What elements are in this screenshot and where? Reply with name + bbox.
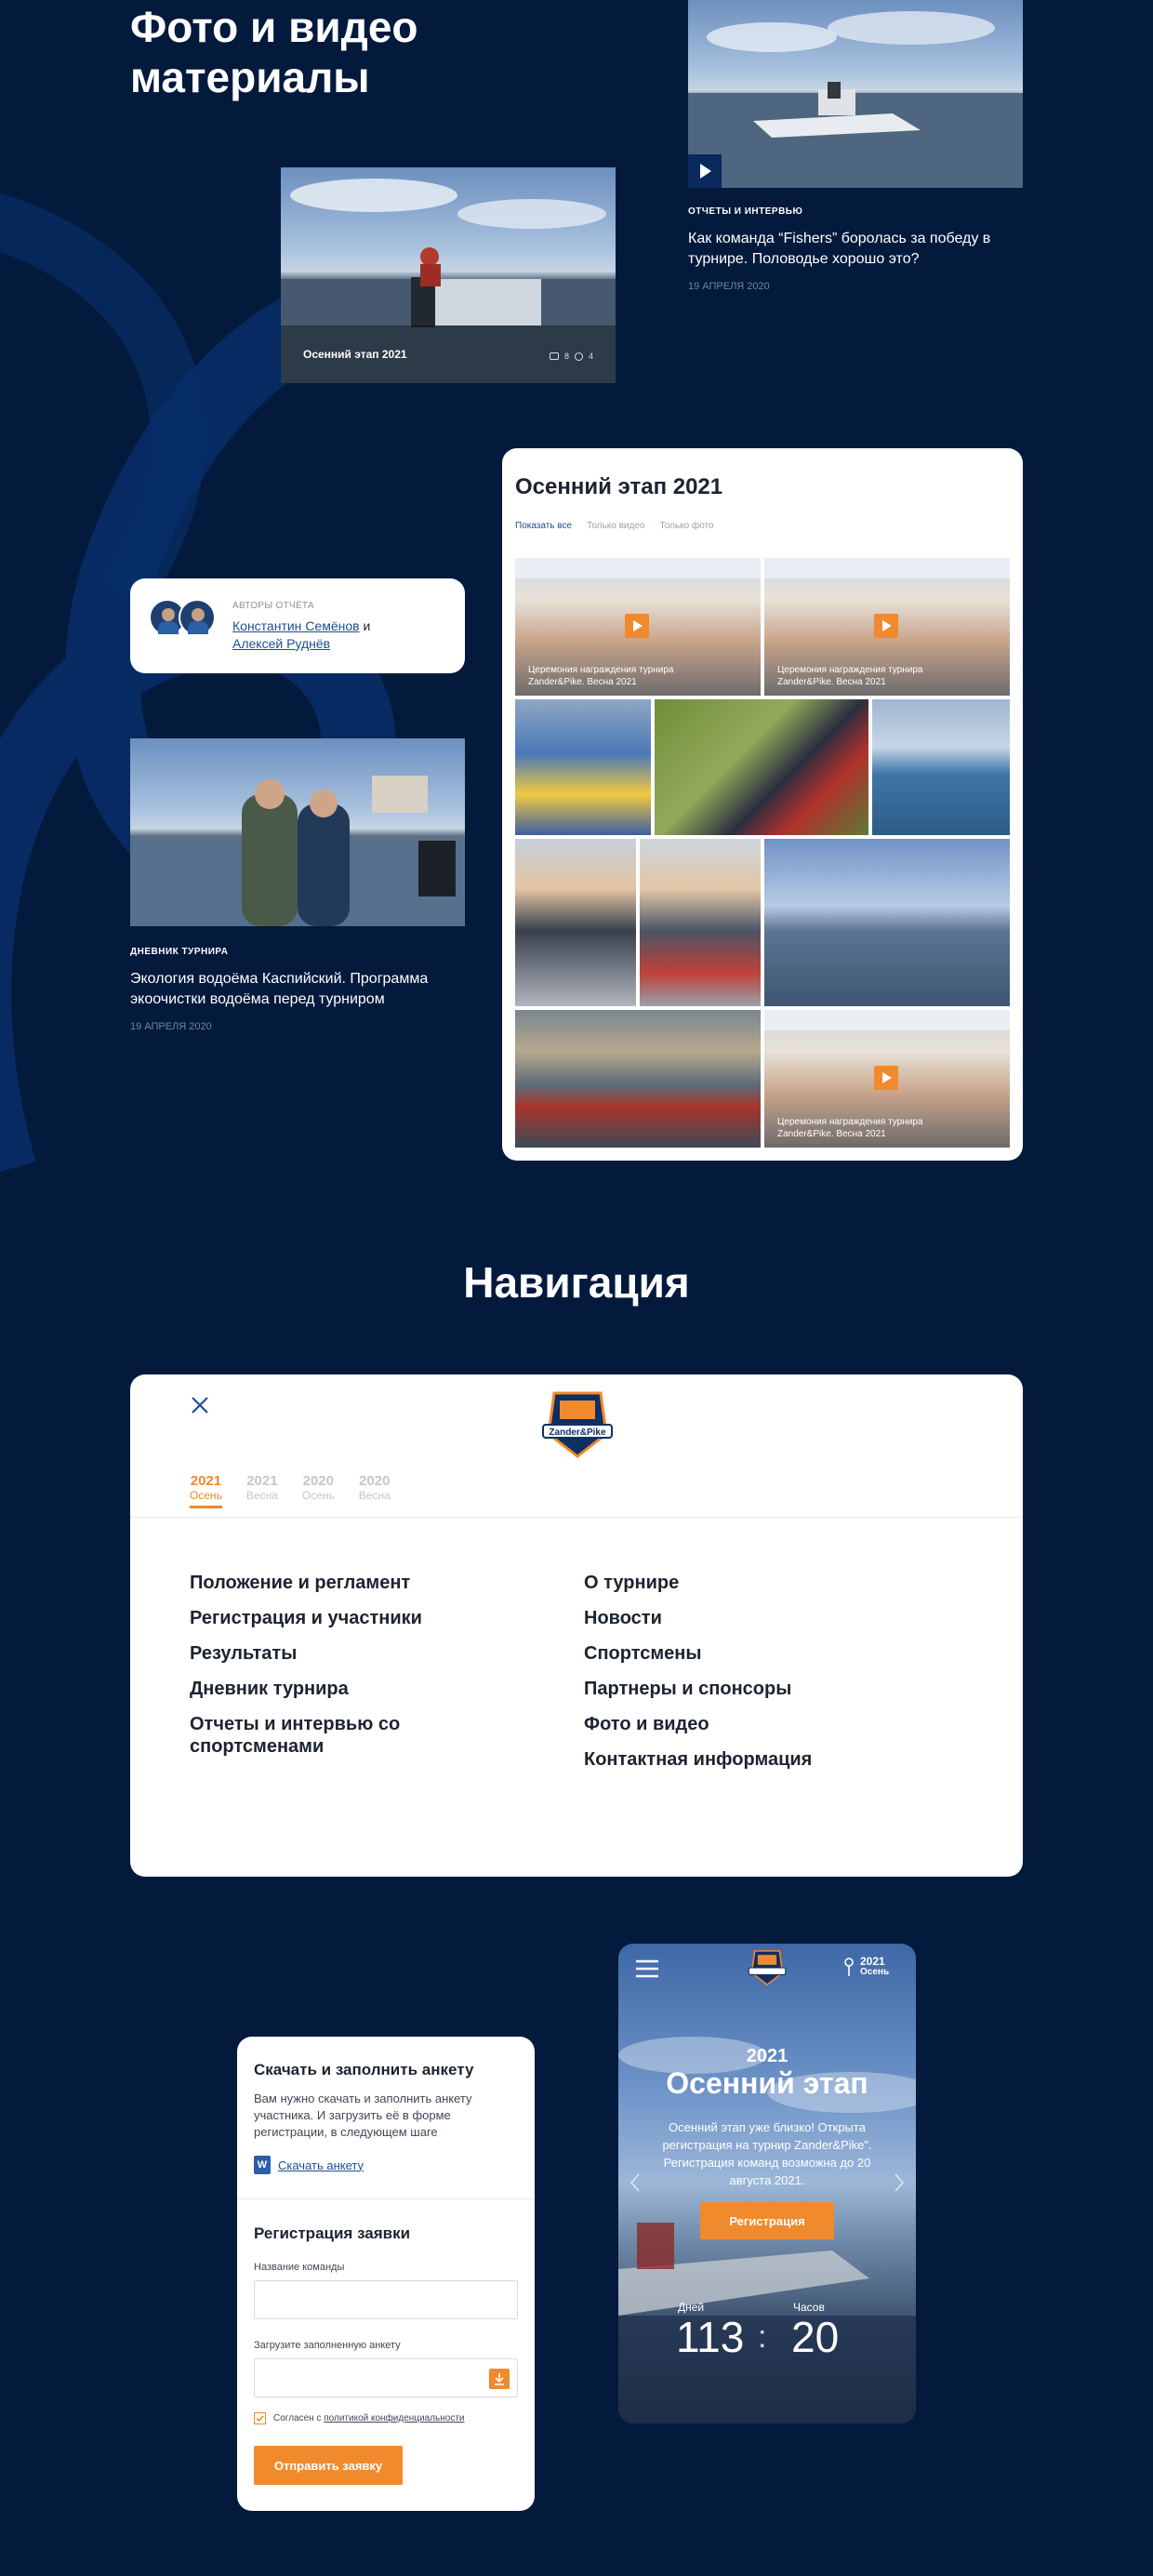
gallery-photo-item[interactable] (515, 839, 636, 1006)
menu-icon[interactable] (635, 1959, 659, 1979)
gallery-photo-item[interactable] (872, 699, 1010, 835)
countdown-separator: : (758, 2319, 767, 2355)
camera-icon (550, 352, 559, 360)
gallery-photo-item[interactable] (655, 699, 868, 835)
nav-link-athletes[interactable]: Спортсмены (584, 1643, 702, 1664)
hero-description: Осенний этап уже близко! Открыта регистрация на турнир Zander&Pike". Регистрация команд возможна до 20 августа 2021. (662, 2120, 872, 2187)
nav-link-diary[interactable]: Дневник турнира (190, 1679, 349, 1699)
season-tab-2020-autumn[interactable]: 2020 Осень (301, 1473, 335, 1502)
feature-album-counts (550, 352, 593, 361)
video-caption: Церемония награждения турнира Zander&Pike. Весна 2021 (528, 665, 674, 687)
authors-and: и (363, 618, 371, 633)
hours-value: 20 (791, 2313, 840, 2361)
season-switcher[interactable] (843, 1957, 889, 1977)
download-title: Скачать и заполнить анкету (254, 2061, 474, 2078)
hours-label: Часов (793, 2301, 825, 2314)
video-icon (575, 352, 583, 361)
gallery-video-item[interactable] (515, 558, 761, 696)
badge-year: 2021 (860, 1955, 885, 1968)
days-value: 113 (676, 2313, 745, 2361)
play-icon (700, 164, 711, 179)
privacy-policy-link[interactable]: политикой конфиденциальности (324, 2413, 465, 2423)
authors-label: АВТОРЫ ОТЧЁТА (232, 601, 314, 611)
filter-photo[interactable]: Только фото (659, 521, 714, 531)
video-play-button[interactable] (688, 154, 722, 188)
navigation-menu-card (130, 1374, 1023, 1877)
season-tabs (190, 1473, 391, 1508)
mobile-hero (618, 1944, 916, 2423)
nav-link-results[interactable]: Результаты (190, 1643, 298, 1664)
anglers-illustration (130, 738, 465, 926)
gallery-filters (515, 521, 714, 531)
photo-count: 8 (563, 352, 569, 361)
nav-link-registration[interactable]: Регистрация и участники (190, 1608, 422, 1628)
play-icon (874, 1066, 898, 1090)
news-top-date: 19 АПРЕЛЯ 2020 (688, 281, 770, 292)
download-text: Вам нужно скачать и заполнить анкету участника. И загрузить её в форме регистрации, в следующем шаге (254, 2091, 472, 2139)
registration-title: Регистрация заявки (254, 2224, 411, 2242)
filter-video[interactable]: Только видео (587, 521, 645, 531)
author-link[interactable]: Константин Семёнов (232, 618, 360, 633)
check-icon (255, 2413, 265, 2423)
nav-link-contacts[interactable]: Контактная информация (584, 1749, 813, 1770)
gallery-photo-item[interactable] (764, 839, 1010, 1006)
video-caption: Церемония награждения турнира Zander&Pike. Весна 2021 (777, 1117, 923, 1139)
feature-album-photo[interactable] (281, 167, 616, 383)
hero-register-button[interactable]: Регистрация (700, 2202, 834, 2239)
team-name-label: Название команды (254, 2262, 345, 2273)
boat-illustration (688, 0, 1023, 188)
gallery-photo-item[interactable] (640, 839, 761, 1006)
location-pin-icon (843, 1957, 855, 1977)
team-name-input[interactable] (254, 2280, 518, 2319)
media-title-line2: материалы (130, 53, 370, 101)
zander-pike-logo[interactable] (536, 1388, 619, 1462)
consent-row (254, 2412, 464, 2424)
chevron-left-icon[interactable] (630, 2172, 641, 2193)
nav-link-about[interactable]: О турнире (584, 1573, 680, 1593)
registration-form-card (237, 2037, 535, 2511)
badge-season: Осень (860, 1967, 890, 1977)
upload-label: Загрузите заполненную анкету (254, 2340, 401, 2351)
gallery-photo-item[interactable] (515, 1010, 761, 1148)
consent-text: Согласен с (273, 2413, 325, 2423)
upload-icon[interactable] (489, 2369, 510, 2389)
chevron-right-icon[interactable] (894, 2172, 905, 2193)
feature-album-caption: Осенний этап 2021 (303, 348, 407, 361)
days-label: Дней (678, 2301, 705, 2314)
play-icon (874, 614, 898, 638)
nav-link-rules[interactable]: Положение и регламент (190, 1573, 411, 1593)
close-icon[interactable] (190, 1395, 210, 1415)
nav-link-partners[interactable]: Партнеры и спонсоры (584, 1679, 792, 1699)
download-form-link[interactable]: Скачать анкету (278, 2158, 364, 2172)
gallery-video-item[interactable] (764, 558, 1010, 696)
navigation-section-title: Навигация (463, 1258, 690, 1307)
season-tab-2020-spring[interactable]: 2020 Весна (358, 1473, 391, 1502)
nav-link-media[interactable]: Фото и видео (584, 1714, 709, 1734)
zander-pike-logo[interactable] (745, 1947, 789, 1988)
news-bottom-tag[interactable]: ДНЕВНИК ТУРНИРА (130, 947, 229, 957)
hero-year: 2021 (746, 2046, 789, 2066)
filter-all[interactable]: Показать все (515, 521, 573, 531)
submit-application-button[interactable]: Отправить заявку (254, 2446, 403, 2485)
divider (237, 2198, 535, 2199)
gallery-card (502, 448, 1023, 1161)
upload-file-field[interactable] (254, 2358, 518, 2397)
news-top-title[interactable]: Как команда “Fishers” боролась за победу в турнире. Половодье хорошо это? (688, 231, 991, 267)
news-top-tag[interactable]: ОТЧЕТЫ И ИНТЕРВЬЮ (688, 206, 803, 217)
word-file-icon: W (254, 2156, 271, 2174)
author-link[interactable]: Алексей Руднёв (232, 636, 331, 651)
authors-card (130, 578, 465, 673)
hero-stage-title: Осенний этап (666, 2066, 868, 2100)
play-icon (625, 614, 649, 638)
news-bottom-title[interactable]: Экология водоёма Каспийский. Программа экоочистки водоёма перед турниром (130, 971, 429, 1007)
svg-text:Zander&Pike: Zander&Pike (549, 1427, 606, 1438)
news-top-photo[interactable] (688, 0, 1023, 188)
download-link-row[interactable] (254, 2156, 364, 2174)
video-caption: Церемония награждения турнира Zander&Pike. Весна 2021 (777, 665, 923, 687)
media-title (130, 2, 418, 102)
gallery-title: Осенний этап 2021 (515, 474, 723, 499)
nav-link-news[interactable]: Новости (584, 1608, 662, 1628)
season-tab-2021-autumn[interactable]: 2021 Осень (190, 1473, 222, 1508)
video-count: 4 (588, 352, 593, 361)
divider (130, 1517, 1023, 1518)
consent-checkbox[interactable] (254, 2412, 266, 2424)
season-tab-2021-spring[interactable]: 2021 Весна (245, 1473, 278, 1502)
media-title-line1: Фото и видео (130, 3, 418, 51)
avatar (179, 599, 216, 636)
authors-names (232, 617, 446, 653)
news-bottom-date: 19 АПРЕЛЯ 2020 (130, 1021, 212, 1032)
gallery-video-item[interactable] (764, 1010, 1010, 1148)
gallery-photo-item[interactable] (515, 699, 651, 835)
news-bottom-photo[interactable] (130, 738, 465, 926)
nav-link-reports[interactable]: Отчеты и интервью со спортсменами (190, 1714, 401, 1757)
